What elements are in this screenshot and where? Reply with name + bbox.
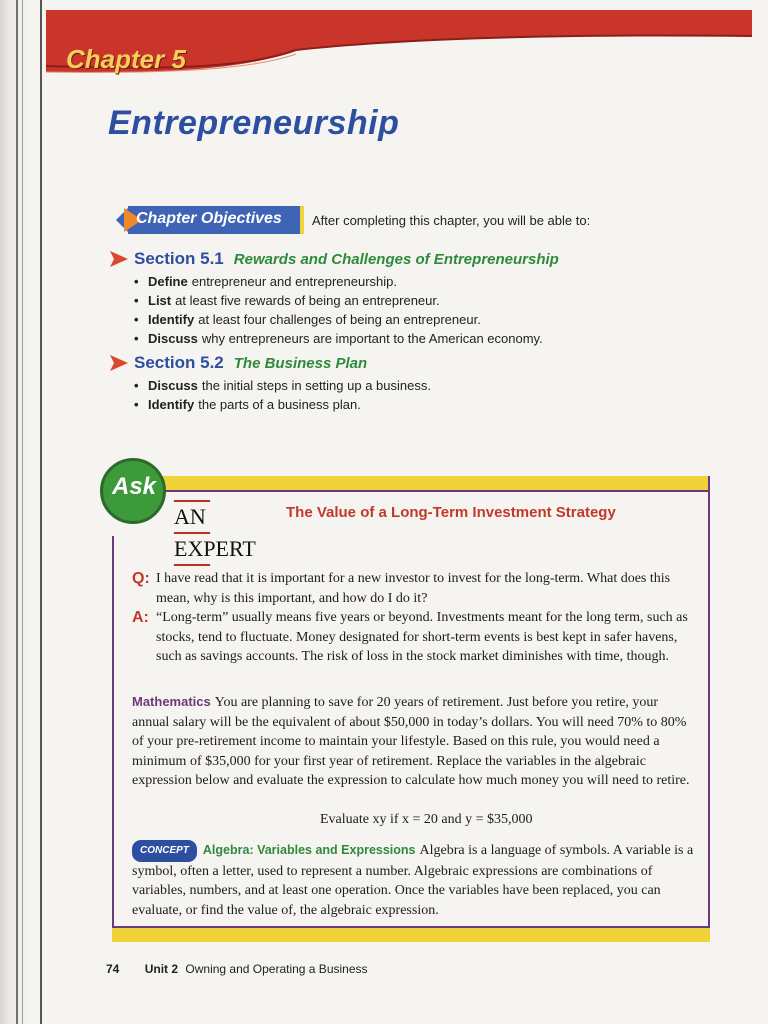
list-item <box>134 395 431 414</box>
objective-verb: Identify <box>148 312 195 327</box>
page-number: 74 <box>106 962 120 976</box>
objectives-intro: After completing this chapter, you will be able to: <box>312 213 591 228</box>
concept-badge: CONCEPT <box>132 840 197 862</box>
section-number: Section 5.1 <box>134 249 224 268</box>
section-name: The Business Plan <box>233 354 368 372</box>
divider <box>174 532 210 534</box>
answer-text: “Long-term” usually means five years or beyond. Investments meant for the long term, such as stocks, tend to fluctuate. Money designated for short-term events is best kept in safer havens, such as savings accounts. The risk of loss in the stock market diminishes with time, though. <box>156 610 688 664</box>
unit-label: Unit 2 <box>144 962 179 976</box>
mathematics-paragraph <box>132 692 698 791</box>
chapter-title: Entrepreneurship <box>108 104 400 142</box>
objective-text: at least four challenges of being an entrepreneur. <box>198 312 481 327</box>
mathematics-label: Mathematics <box>132 694 211 709</box>
objective-verb: Discuss <box>148 331 198 346</box>
an-expert-label <box>174 500 256 566</box>
objectives-tag <box>116 206 304 234</box>
an-word: AN <box>174 504 206 529</box>
question-text: I have read that it is important for a new investor to invest for the long-term. What does this mean, why is this important, and how do I do it? <box>156 571 671 606</box>
binding-line <box>40 0 42 1024</box>
objective-text: entrepreneur and entrepreneurship. <box>191 274 397 289</box>
box-top-bar <box>132 476 710 492</box>
concept-heading: Algebra: Variables and Expressions <box>202 843 416 857</box>
objectives-label: Chapter Objectives <box>136 210 282 227</box>
objective-text: at least five rewards of being an entrepreneur. <box>175 293 440 308</box>
list-item <box>134 376 431 395</box>
objective-verb: Identify <box>148 397 195 412</box>
section-name: Rewards and Challenges of Entrepreneurship <box>233 250 559 268</box>
answer-tag: A: <box>132 609 149 626</box>
binding-line <box>22 0 23 1024</box>
box-bottom-bar <box>112 926 710 942</box>
list-item <box>134 329 543 348</box>
mathematics-text: You are planning to save for 20 years of retirement. Just before you retire, your annual salary will be the equivalent of about $50,000 in today’s dollars. You will need 70% to 80% of your pre-retirement income to maintain your lifestyle. Based on this rule, you would need a minimum of $35,000 for your first year of retirement. Replace the variables in the algebraic expression below and evaluate the expression to calculate how much money you will need to retire. <box>132 695 690 788</box>
binding-line <box>16 0 18 1024</box>
objective-verb: Discuss <box>148 378 198 393</box>
unit-title: Owning and Operating a Business <box>185 962 368 976</box>
box-left-border <box>112 536 114 928</box>
expert-heading: The Value of a Long-Term Investment Strategy <box>286 504 616 521</box>
list-item <box>134 272 543 291</box>
concept-text: Algebra is a language of symbols. A variable is a symbol, often a letter, used to represent a number. Algebraic expressions are combinations of variables, numbers, and at least one operation. Once the variables have been replaced, you can evaluate, or find the value of, the algebraic expression. <box>132 843 694 918</box>
concept-paragraph <box>132 840 698 920</box>
section-number: Section 5.2 <box>134 353 224 372</box>
chapter-number: Chapter 5 <box>66 44 186 74</box>
divider <box>174 564 210 566</box>
section-heading <box>110 249 559 269</box>
expert-word: EXPERT <box>174 536 256 561</box>
answer-block <box>132 608 698 667</box>
list-item <box>134 310 543 329</box>
list-item <box>134 291 543 310</box>
section-heading <box>110 353 367 373</box>
page-binding <box>0 0 46 1024</box>
ask-badge-text: Ask <box>112 473 157 500</box>
arrow-icon <box>110 355 128 371</box>
arrow-icon <box>110 251 128 267</box>
evaluate-text: Evaluate xy if x = 20 and y = $35,000 <box>320 812 533 827</box>
box-right-border <box>708 476 710 928</box>
objective-verb: Define <box>148 274 188 289</box>
question-block <box>132 569 698 608</box>
ask-badge <box>100 458 166 524</box>
page-footer <box>106 962 368 976</box>
objective-verb: List <box>148 293 172 308</box>
objective-text: why entrepreneurs are important to the American economy. <box>201 331 543 346</box>
evaluate-expression <box>320 812 533 828</box>
divider <box>174 500 210 502</box>
question-tag: Q: <box>132 570 150 587</box>
objective-text: the parts of a business plan. <box>198 397 361 412</box>
objectives-list <box>134 376 431 414</box>
objective-text: the initial steps in setting up a business. <box>201 378 431 393</box>
objectives-list <box>134 272 543 348</box>
